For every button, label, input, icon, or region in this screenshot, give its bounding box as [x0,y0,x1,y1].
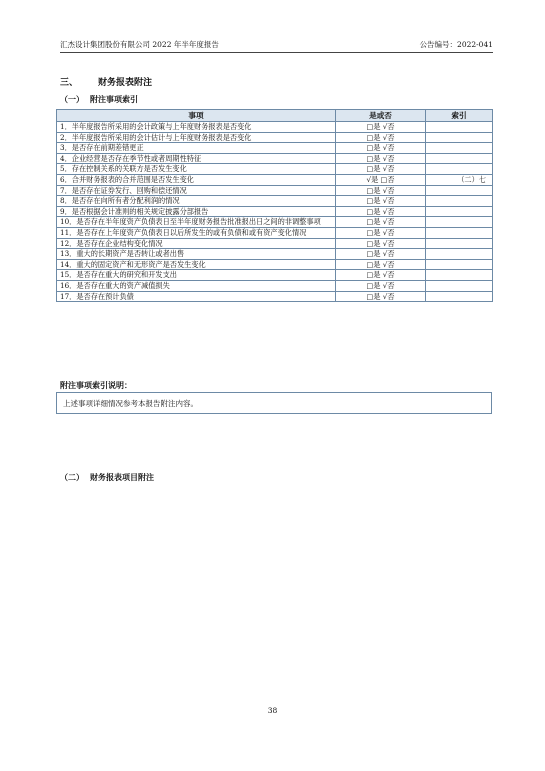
table-body [57,122,493,302]
item-cell: 15．是否存在重大的研究和开发支出 [57,270,336,281]
item-cell: 3．是否存在前期差错更正 [57,143,336,154]
item-cell: 7．是否存在证券发行、回购和偿还情况 [57,185,336,196]
table-row [57,164,493,175]
answer-cell: □是 √否 [336,249,426,260]
header-item: 事项 [57,110,336,122]
index-cell [426,132,493,143]
index-cell [426,238,493,249]
answer-cell: □是 √否 [336,185,426,196]
page-number: 38 [267,706,278,715]
section-number: 三、 [60,78,79,88]
answer-cell: □是 √否 [336,132,426,143]
index-description-box [56,392,492,414]
table-row [57,185,493,196]
answer-cell: □是 √否 [336,153,426,164]
table-row [57,132,493,143]
answer-cell: √是 □否 [336,174,426,185]
header-announcement-number: 公告编号：2022-041 [419,40,493,49]
table-row [57,217,493,228]
index-cell [426,206,493,217]
table-row [57,196,493,207]
header-index: 索引 [426,110,493,122]
section-title: 财务报表附注 [98,78,153,88]
answer-cell: □是 √否 [336,217,426,228]
index-cell [426,164,493,175]
item-cell: 13．重大的长期资产是否转让或者出售 [57,249,336,260]
table-row [57,206,493,217]
section-heading [60,75,152,88]
subsection-heading [60,94,138,105]
table-row [57,174,493,185]
answer-cell: □是 √否 [336,227,426,238]
index-cell [426,153,493,164]
item-cell: 8．是否存在向所有者分配利润的情况 [57,196,336,207]
item-cell: 16．是否存在重大的资产减值损失 [57,280,336,291]
subsection-number: （一） [60,94,84,104]
subsection-title: 附注事项索引 [90,94,138,104]
item-cell: 17．是否存在预计负债 [57,291,336,302]
answer-cell: □是 √否 [336,270,426,281]
item-cell: 9．是否根据会计准则的相关规定披露分部报告 [57,206,336,217]
item-cell: 4．企业经营是否存在季节性或者周期性特征 [57,153,336,164]
answer-cell: □是 √否 [336,164,426,175]
table-header-row [57,110,493,122]
index-description-label: 附注事项索引说明： [60,380,132,390]
table-row [57,270,493,281]
header-divider [60,52,493,53]
table-row [57,122,493,133]
subsection2-heading [60,472,154,483]
table-row [57,143,493,154]
answer-cell: □是 √否 [336,280,426,291]
page-header [60,36,493,50]
index-cell: （二）七 [426,174,493,185]
header-company-report: 汇杰设计集团股份有限公司 2022 年半年度报告 [60,40,219,49]
table-row [57,227,493,238]
index-cell [426,196,493,207]
index-description-text: 上述事项详细情况参考本报告附注内容。 [63,399,198,408]
answer-cell: □是 √否 [336,206,426,217]
header-yes-no: 是或否 [336,110,426,122]
answer-cell: □是 √否 [336,143,426,154]
answer-cell: □是 √否 [336,291,426,302]
index-cell [426,227,493,238]
item-cell: 5．存在控制关系的关联方是否发生变化 [57,164,336,175]
index-cell [426,270,493,281]
item-cell: 12．是否存在企业结构变化情况 [57,238,336,249]
notes-index-table [56,109,493,302]
index-cell [426,122,493,133]
table-row [57,280,493,291]
answer-cell: □是 √否 [336,238,426,249]
table-row [57,249,493,260]
item-cell: 1．半年度报告所采用的会计政策与上年度财务报表是否变化 [57,122,336,133]
answer-cell: □是 √否 [336,122,426,133]
table-row [57,259,493,270]
item-cell: 11．是否存在上年度资产负债表日以后所发生的或有负债和或有资产变化情况 [57,227,336,238]
index-cell [426,259,493,270]
index-cell [426,217,493,228]
item-cell: 6．合并财务报表的合并范围是否发生变化 [57,174,336,185]
index-cell [426,291,493,302]
answer-cell: □是 √否 [336,196,426,207]
index-cell [426,249,493,260]
item-cell: 14．重大的固定资产和无形资产是否发生变化 [57,259,336,270]
item-cell: 10．是否存在半年度资产负债表日至半年度财务报告批准报出日之间的非调整事项 [57,217,336,228]
index-cell [426,143,493,154]
subsection2-number: （二） [60,472,84,482]
subsection2-title: 财务报表项目附注 [90,472,154,482]
table-row [57,153,493,164]
answer-cell: □是 √否 [336,259,426,270]
item-cell: 2．半年度报告所采用的会计估计与上年度财务报表是否变化 [57,132,336,143]
index-cell [426,185,493,196]
table-row [57,238,493,249]
table-row [57,291,493,302]
index-cell [426,280,493,291]
